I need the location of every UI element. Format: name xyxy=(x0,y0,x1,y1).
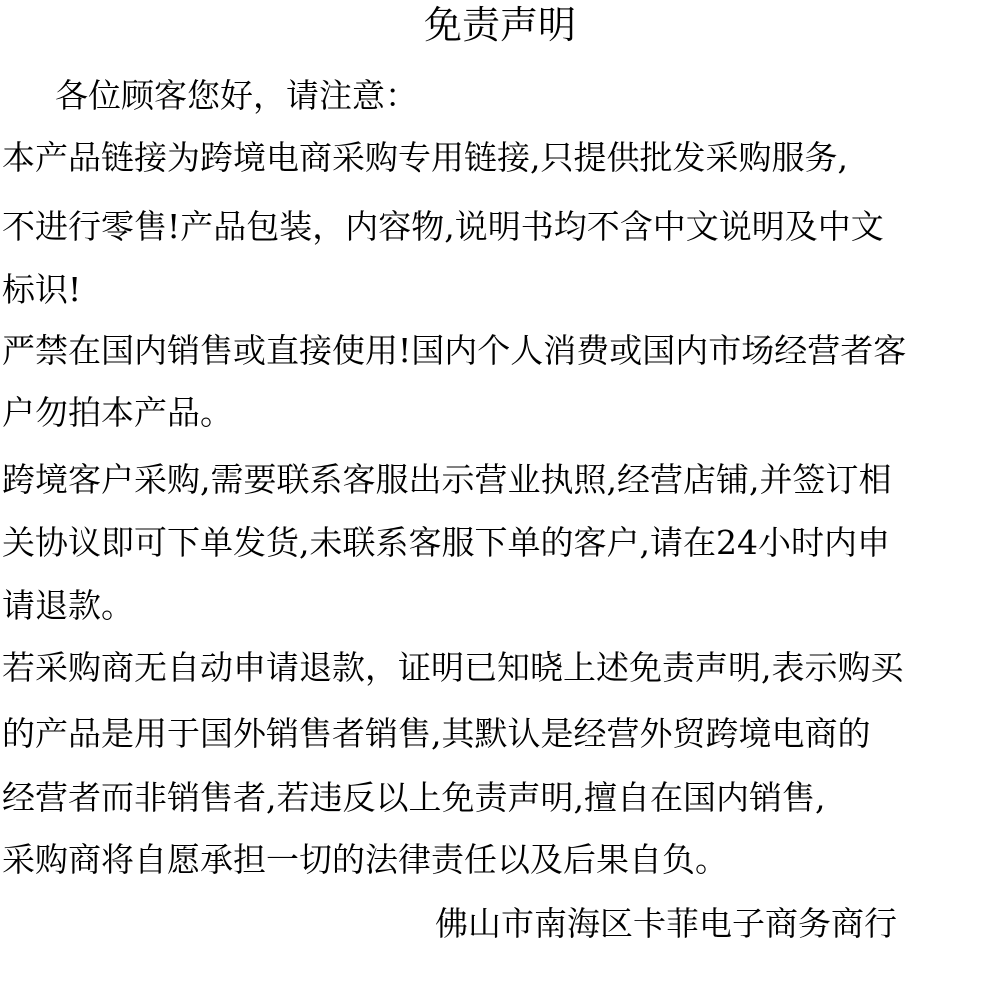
body-line-8: 请退款。 xyxy=(2,586,134,625)
signature-line: 佛山市南海区卡菲电子商务商行 xyxy=(435,904,897,943)
body-line-1: 本产品链接为跨境电商采购专用链接,只提供批发采购服务, xyxy=(2,138,848,177)
body-line-10: 的产品是用于国外销售者销售,其默认是经营外贸跨境电商的 xyxy=(2,714,871,753)
page-title: 免责声明 xyxy=(423,3,576,47)
body-line-11: 经营者而非销售者,若违反以上免责声明,擅自在国内销售, xyxy=(2,778,826,817)
body-line-12: 采购商将自愿承担一切的法律责任以及后果自负。 xyxy=(2,840,728,879)
body-line-2: 不进行零售!产品包装，内容物,说明书均不含中文说明及中文 xyxy=(2,207,884,246)
body-line-3: 标识! xyxy=(2,270,82,309)
body-line-4: 严禁在国内销售或直接使用!国内个人消费或国内市场经营者客 xyxy=(2,331,907,370)
body-line-5: 户勿拍本产品。 xyxy=(2,393,233,432)
body-line-6: 跨境客户采购,需要联系客服出示营业执照,经营店铺,并签订相 xyxy=(2,460,892,499)
greeting-line: 各位顾客您好，请注意： xyxy=(55,76,418,115)
body-line-9: 若采购商无自动申请退款，证明已知晓上述免责声明,表示购买 xyxy=(2,648,904,687)
body-line-7: 关协议即可下单发货,未联系客服下单的客户,请在24小时内申 xyxy=(2,523,890,562)
